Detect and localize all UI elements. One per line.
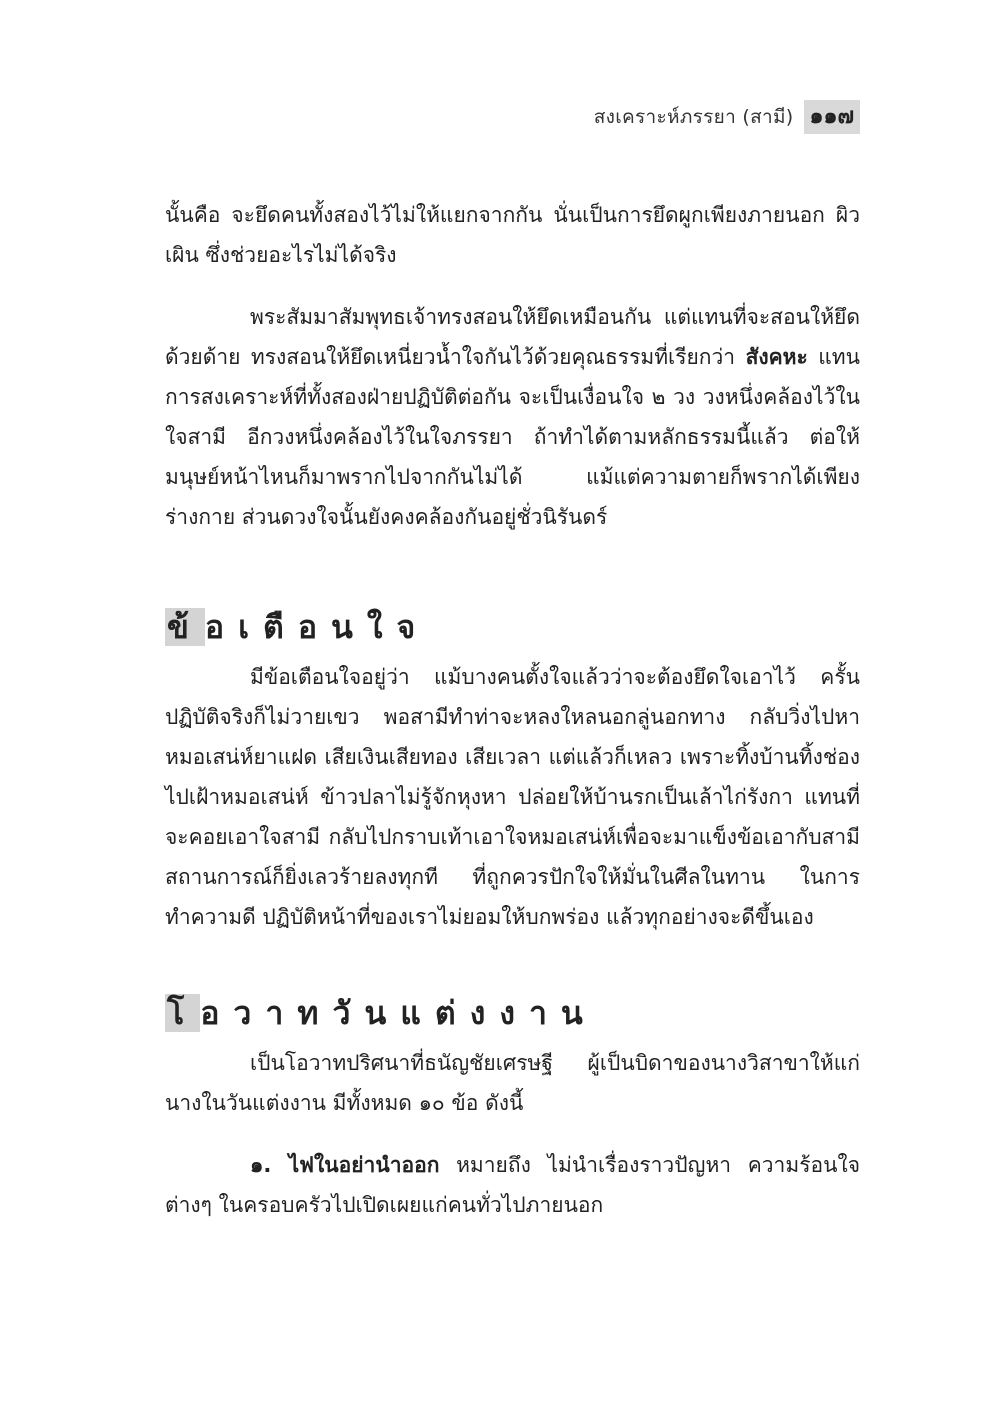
heading-text: อวาทวันแต่งงาน: [200, 994, 597, 1032]
page-header: [594, 100, 860, 134]
paragraph-text: พระสัมมาสัมพุทธเจ้าทรงสอนให้ยึดเหมือนกัน แต่แทนที่จะสอนให้ยึดด้วยด้าย ทรงสอนให้ยึดเหนี่ยวน้ำใจกันไว้ด้วยคุณธรรมที่เรียกว่า: [165, 305, 860, 369]
heading-highlight-char: ข้: [167, 608, 203, 646]
bold-term: ๑. ไฟในอย่านำออก: [250, 1153, 440, 1177]
running-header-title: สงเคราะห์ภรรยา (สามี): [593, 106, 794, 128]
paragraph-text: หมายถึง ไม่นำเรื่องราวปัญหา ความร้อนใจต่างๆ ในครอบครัวไปเปิดเผยแก่คนทั่วไปภายนอก: [165, 1153, 860, 1217]
page-body: [165, 195, 860, 1225]
section-heading-reminder: [165, 605, 860, 649]
heading-text: อเตือนใจ: [204, 608, 430, 646]
page-number: ๑๑๗: [804, 100, 860, 134]
paragraph-advice-item-1: [165, 1145, 860, 1225]
section-heading-wedding-advice: [165, 991, 860, 1035]
paragraph-sangkaha: [165, 297, 860, 537]
paragraph-text: แทนการสงเคราะห์ที่ทั้งสองฝ่ายปฏิบัติต่อกัน จะเป็นเงื่อนใจ ๒ วง วงหนึ่งคล้องไว้ในใจสามี อีกวงหนึ่งคล้องไว้ในใจภรรยา ถ้าทำได้ตามหลักธรรมนี้แล้ว ต่อให้มนุษย์หน้าไหนก็มาพรากไปจากกันไม่ได้ แม้แต่ความตายก็พรากได้เพียงร่างกาย ส่วนดวงใจนั้นยังคงคล้องกันอยู่ชั่วนิรันดร์: [165, 345, 860, 529]
paragraph-wedding-intro: เป็นโอวาทปริศนาที่ธนัญชัยเศรษฐี ผู้เป็นบิดาของนางวิสาขาให้แก่นางในวันแต่งงาน มีทั้งหมด ๑๐ ข้อ ดังนี้: [165, 1051, 860, 1115]
bold-term: สังคหะ: [745, 345, 808, 369]
paragraph-reminder: มีข้อเตือนใจอยู่ว่า แม้บางคนตั้งใจแล้วว่าจะต้องยึดใจเอาไว้ ครั้นปฏิบัติจริงก็ไม่วายเขว พอสามีทำท่าจะหลงใหลนอกลู่นอกทาง กลับวิ่งไปหาหมอเสน่ห์ยาแฝด เสียเงินเสียทอง เสียเวลา แต่แล้วก็เหลว เพราะทิ้งบ้านทิ้งช่องไปเฝ้าหมอเสน่ห์ ข้าวปลาไม่รู้จักหุงหา ปล่อยให้บ้านรกเป็นเล้าไก่รังกา แทนที่จะคอยเอาใจสามี กลับไปกราบเท้าเอาใจหมอเสน่ห์เพื่อจะมาแข็งข้อเอากับสามี สถานการณ์ก็ยิ่งเลวร้ายลงทุกที ที่ถูกควรปักใจให้มั่นในศีลในทาน ในการทำความดี ปฏิบัติหน้าที่ของเราไม่ยอมให้บกพร่อง แล้วทุกอย่างจะดีขึ้นเอง: [165, 665, 860, 929]
paragraph-continued: นั้นคือ จะยึดคนทั้งสองไว้ไม่ให้แยกจากกัน นั่นเป็นการยึดผูกเพียงภายนอก ผิวเผิน ซึ่งช่วยอะไรไม่ได้จริง: [165, 203, 860, 267]
heading-highlight-char: โ: [167, 994, 199, 1032]
